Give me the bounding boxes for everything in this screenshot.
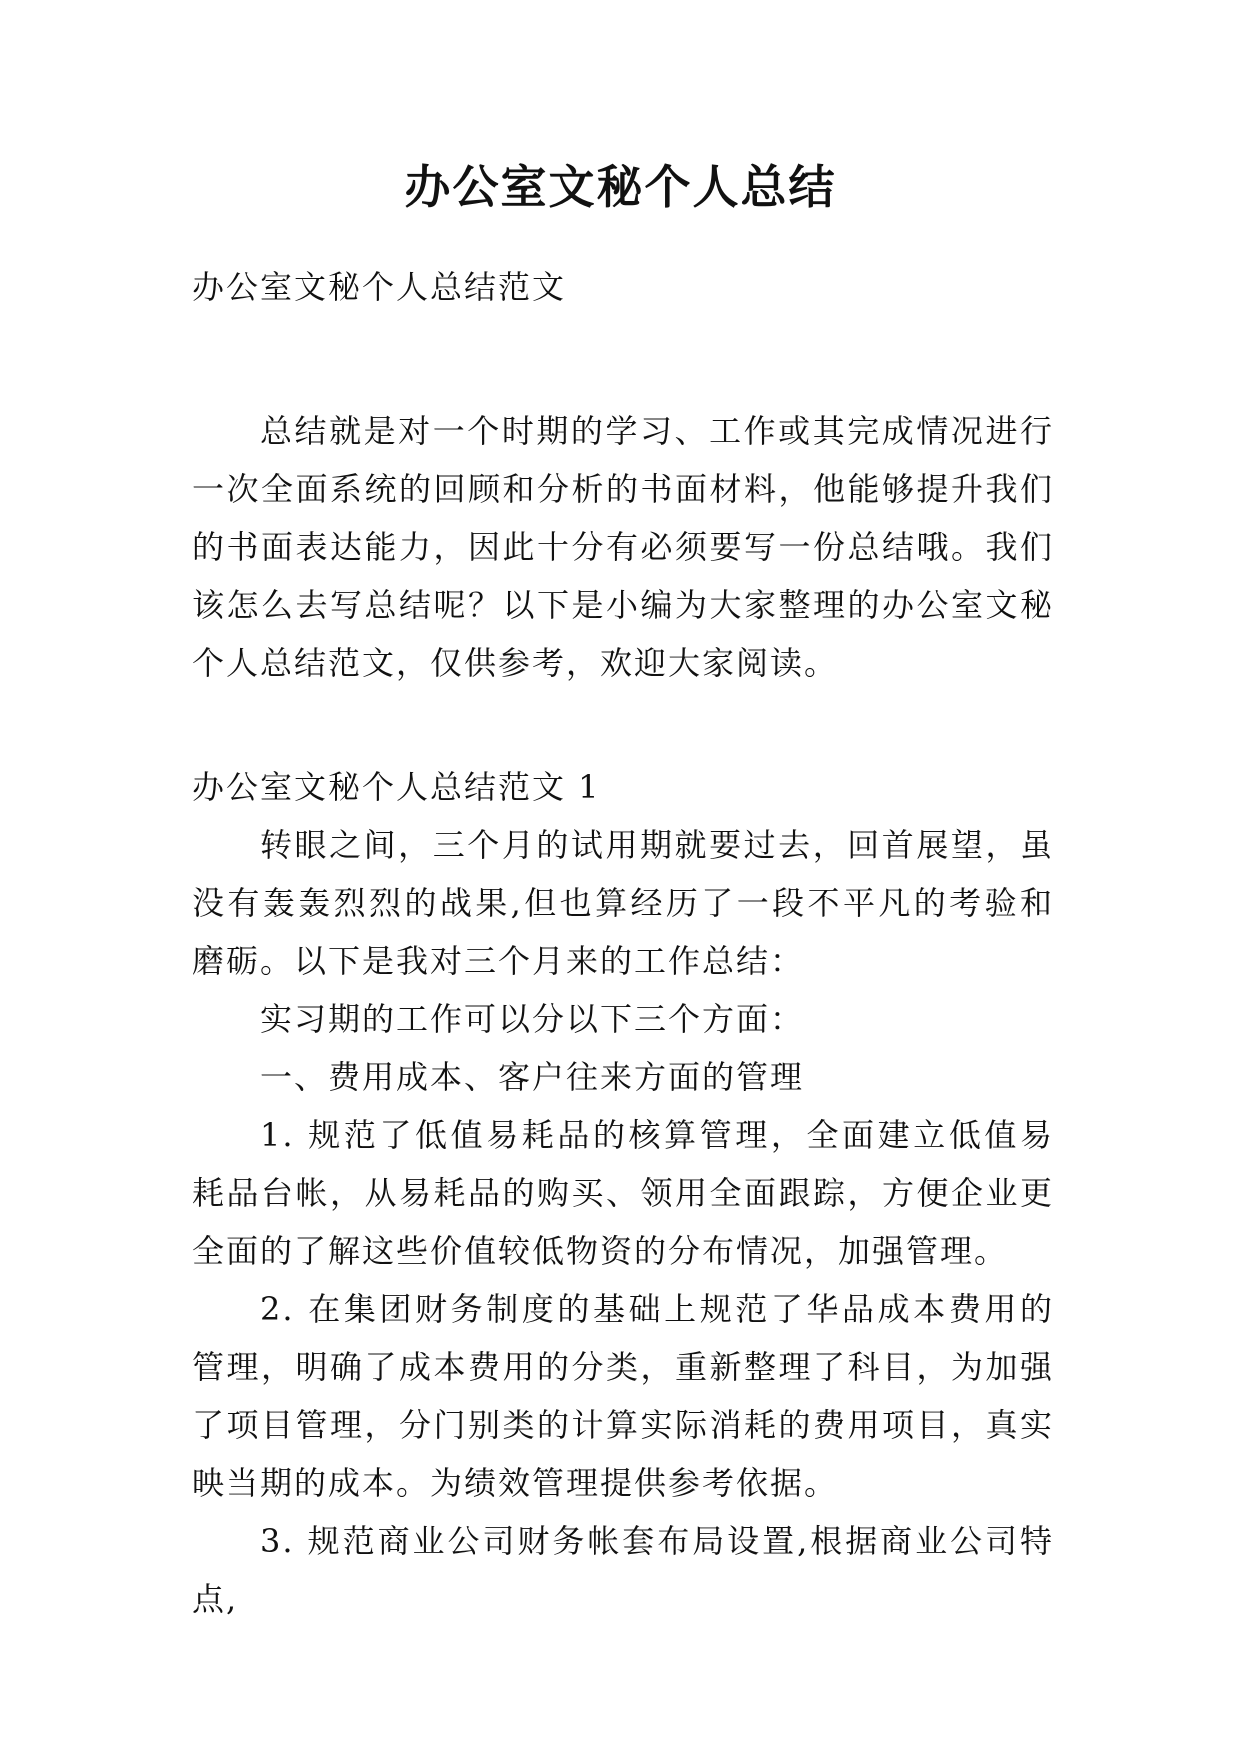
body-paragraph-1: 转眼之间，三个月的试用期就要过去，回首展望，虽没有轰轰烈烈的战果,但也算经历了一段不平凡的考验和磨砺。以下是我对三个月来的工作总结： xyxy=(192,826,1054,980)
body-paragraph-6: 3. 规范商业公司财务帐套布局设置,根据商业公司特点, xyxy=(192,1522,1054,1618)
body-paragraph-3: 一、费用成本、客户往来方面的管理 xyxy=(260,1058,805,1096)
body-paragraph-4: 1. 规范了低值易耗品的核算管理，全面建立低值易耗品台帐，从易耗品的购买、领用全面跟踪，方便企业更全面的了解这些价值较低物资的分布情况，加强管理。 xyxy=(192,1116,1054,1270)
section-title: 办公室文秘个人总结范文 1 xyxy=(192,768,601,806)
document-title: 办公室文秘个人总结 xyxy=(404,160,837,214)
section-body xyxy=(192,816,1054,1628)
body-paragraph-2: 实习期的工作可以分以下三个方面： xyxy=(260,1000,805,1038)
body-paragraph-5: 2. 在集团财务制度的基础上规范了华品成本费用的管理，明确了成本费用的分类，重新整理了科目，为加强了项目管理，分门别类的计算实际消耗的费用项目，真实映当期的成本。为绩效管理提供参考依据。 xyxy=(192,1290,1054,1502)
intro-paragraph: 总结就是对一个时期的学习、工作或其完成情况进行一次全面系统的回顾和分析的书面材料，他能够提升我们的书面表达能力，因此十分有必须要写一份总结哦。我们该怎么去写总结呢？以下是小编为大家整理的办公室文秘个人总结范文，仅供参考，欢迎大家阅读。 xyxy=(192,412,1054,682)
document-subtitle: 办公室文秘个人总结范文 xyxy=(192,268,567,306)
